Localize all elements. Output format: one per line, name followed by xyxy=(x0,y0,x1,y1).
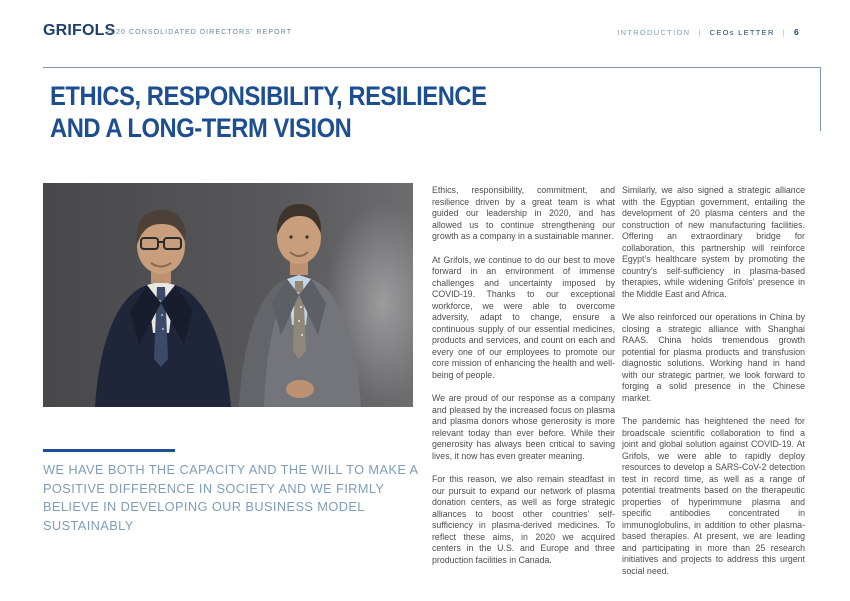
executives-photo xyxy=(43,183,413,407)
paragraph: Ethics, responsibility, commitment, and resilience driven by a great team is what guided our leadership in 2020, and has allowed us to continue strengthening our growth as a company in a sustainable manner. xyxy=(432,185,615,241)
paragraph: The pandemic has heightened the need for broadscale scientific collaboration to find a joint and global solution against COVID-19. At Grifols, we were able to rapidly deploy resources to develop a SARS-CoV-2 detection test in record time, as well as a range of potential treatments based on the therapeutic properties of hyperimmune plasma and specific antibodies concentrated in immunoglobulins, in addition to other plasma-based therapies. At present, we are leading and participating in more than 25 research initiatives and projects to address this urgent social need. xyxy=(622,416,805,576)
pull-quote: WE HAVE BOTH THE CAPACITY AND THE WILL TO MAKE A POSITIVE DIFFERENCE IN SOCIETY AND WE FIRMLY BELIEVE IN DEVELOPING OUR BUSINESS MODEL SUSTAINABLY xyxy=(43,462,418,533)
paragraph: We also reinforced our operations in China by closing a strategic alliance with Shanghai RAAS. China holds tremendous growth potential for plasma products and transfusion diagnostic solutions. Working hand in hand with our strategic partner, we look forward to forging a solid presence in the Chinese market. xyxy=(622,312,805,403)
grifols-logo: GRIFOLS xyxy=(43,22,116,39)
page-title xyxy=(50,80,487,144)
executives-photo-image xyxy=(43,183,413,407)
body-column-right xyxy=(622,185,805,589)
paragraph: Similarly, we also signed a strategic alliance with the Egyptian government, entailing the development of 20 plasma centers and the construction of new manufacturing facilities. Offering an extraordinary bridge for collaboration, this partnership will reinforce Egypt’s healthcare system by promoting the country’s self-sufficiency in plasma-based therapies, while widening Grifols’ presence in the Middle East and Africa. xyxy=(622,185,805,299)
breadcrumb-ceos-letter[interactable]: CEOs LETTER xyxy=(709,27,775,37)
page-title-line-2: AND A LONG-TERM VISION xyxy=(50,113,352,143)
paragraph: We are proud of our response as a company and pleased by the increased focus on plasma and plasma donors whose generosity is more relevant today than ever before. While their generosity has always been critical to saving lives, it now has even greater meaning. xyxy=(432,393,615,461)
page-number: 6 xyxy=(793,27,800,37)
breadcrumb-separator: | xyxy=(698,27,702,37)
breadcrumb-separator: | xyxy=(782,27,786,37)
report-title: 2020 CONSOLIDATED DIRECTORS' REPORT xyxy=(106,29,293,36)
quote-accent-bar xyxy=(43,449,175,452)
page-title-line-1: ETHICS, RESPONSIBILITY, RESILIENCE xyxy=(50,81,487,111)
paragraph: For this reason, we also remain steadfast in our pursuit to expand our network of plasma donation centers, as well as forge strategic alliances to boost other countries’ self-sufficiency in plasma-derived medicines. To reflect these aims, in 2020 we acquired centers in the U.S. and Europe and three production facilities in Canada. xyxy=(432,474,615,565)
breadcrumb xyxy=(617,27,800,37)
breadcrumb-introduction[interactable]: INTRODUCTION xyxy=(617,27,691,37)
paragraph: At Grifols, we continue to do our best to move forward in an environment of immense challenges and uncertainty imposed by COVID-19. Thanks to our exceptional workforce, we were able to overcome adversity, adapt to change, ensure a continuous supply of our essential medicines, products and services, and count on each and every one of our employees to promote our core mission of enhancing the health and well-being of people. xyxy=(432,254,615,380)
body-column-left xyxy=(432,185,615,578)
